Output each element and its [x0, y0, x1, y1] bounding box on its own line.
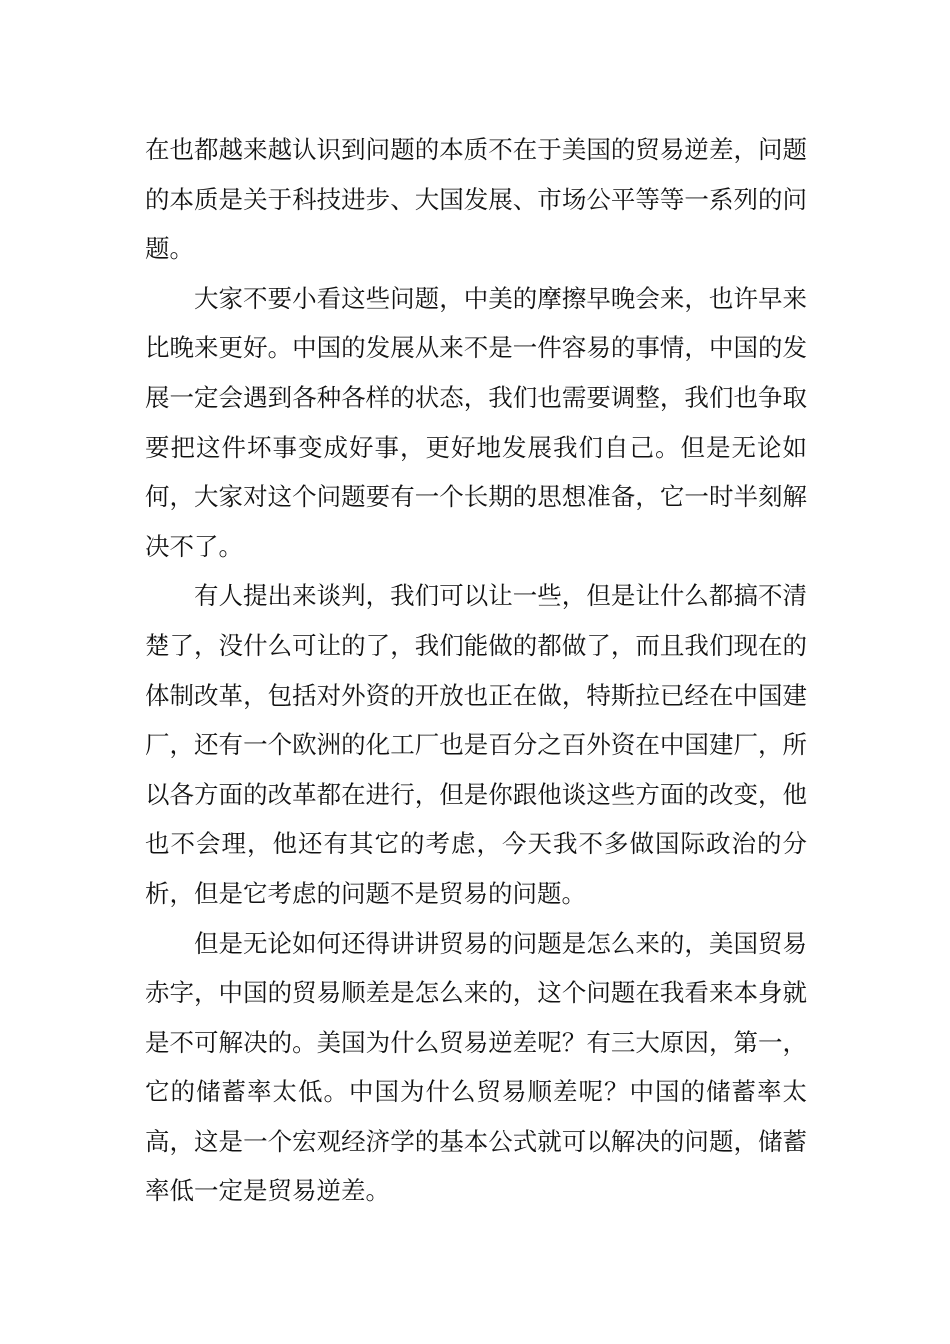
paragraph-2: 大家不要小看这些问题，中美的摩擦早晚会来，也许早来比晚来更好。中国的发展从来不是一件容易的事情，中国的发展一定会遇到各种各样的状态，我们也需要调整，我们也争取要把这件坏事变成好事，更好地发展我们自己。但是无论如何，大家对这个问题要有一个长期的思想准备，它一时半刻解决不了。	[145, 283, 807, 561]
document-body	[145, 125, 807, 1216]
paragraph-3: 有人提出来谈判，我们可以让一些，但是让什么都搞不清楚了，没什么可让的了，我们能做的都做了，而且我们现在的体制改革，包括对外资的开放也正在做，特斯拉已经在中国建厂，还有一个欧洲的化工厂也是百分之百外资在中国建厂，所以各方面的改革都在进行，但是你跟他谈这些方面的改变，他也不会理，他还有其它的考虑，今天我不多做国际政治的分析，但是它考虑的问题不是贸易的问题。	[145, 581, 807, 908]
paragraph-1: 在也都越来越认识到问题的本质不在于美国的贸易逆差，问题的本质是关于科技进步、大国发展、市场公平等等一系列的问题。	[145, 135, 807, 264]
paragraph-4: 但是无论如何还得讲讲贸易的问题是怎么来的，美国贸易赤字，中国的贸易顺差是怎么来的，这个问题在我看来本身就是不可解决的。美国为什么贸易逆差呢？有三大原因，第一，它的储蓄率太低。中国为什么贸易顺差呢？中国的储蓄率太高，这是一个宏观经济学的基本公式就可以解决的问题，储蓄率低一定是贸易逆差。	[145, 928, 807, 1206]
